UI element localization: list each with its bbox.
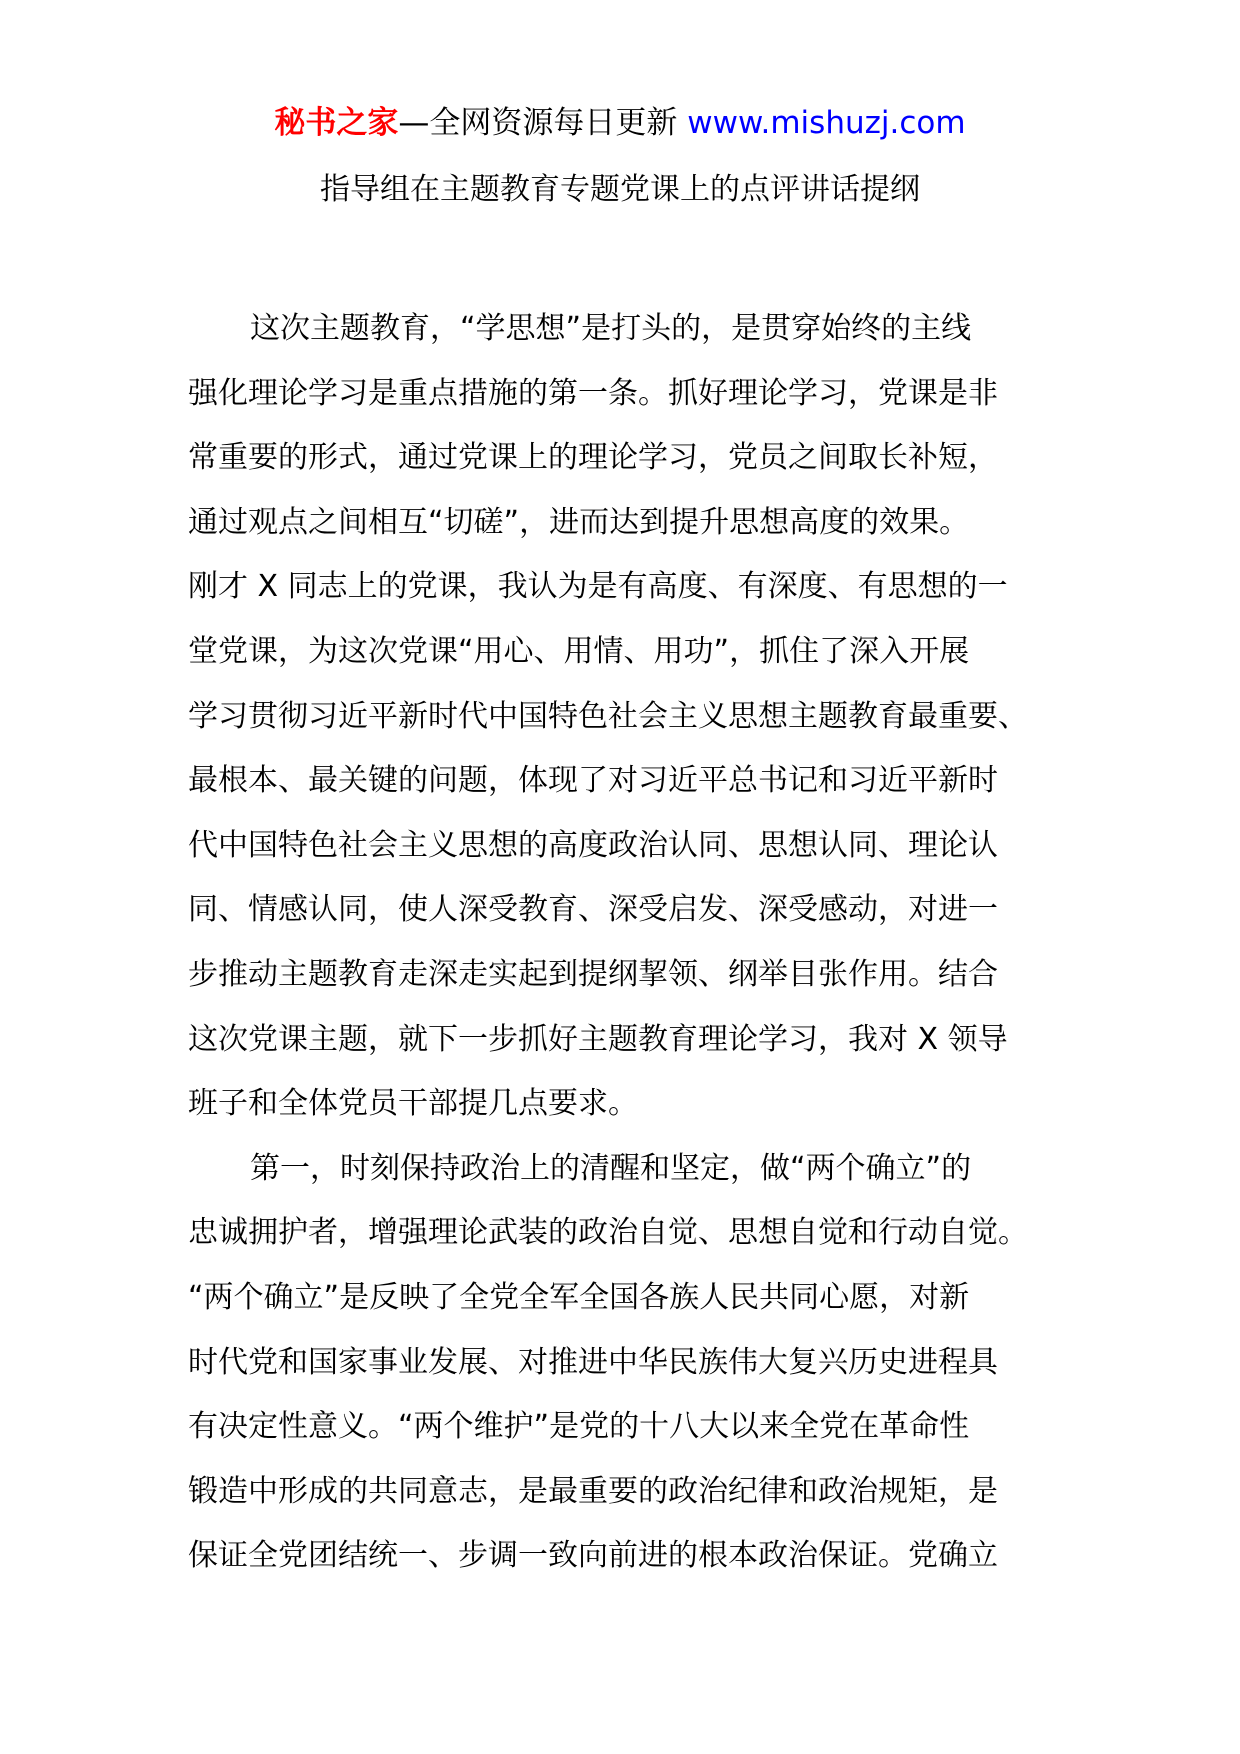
text-line: 第一，时刻保持政治上的清醒和坚定，做“两个确立”的 xyxy=(250,1150,972,1186)
text-line: 学习贯彻习近平新时代中国特色社会主义思想主题教育最重要、 xyxy=(188,698,1028,734)
site-header xyxy=(0,101,1240,145)
text-line: 有决定性意义。“两个维护”是党的十八大以来全党在革命性 xyxy=(188,1409,970,1445)
text-line: “两个确立”是反映了全党全军全国各族人民共同心愿，对新 xyxy=(188,1279,970,1315)
site-url: www.mishuzj.com xyxy=(687,105,966,141)
text-line: 这次主题教育，“学思想”是打头的，是贯穿始终的主线 xyxy=(250,311,972,346)
text-line: 班子和全体党员干部提几点要求。 xyxy=(188,1086,638,1122)
text-line: 强化理论学习是重点措施的第一条。抓好理论学习，党课是非 xyxy=(188,375,998,411)
text-line: 忠诚拥护者，增强理论武装的政治自觉、思想自觉和行动自觉。 xyxy=(188,1215,1028,1251)
site-brand: 秘书之家 xyxy=(274,105,399,141)
text-line: 常重要的形式，通过党课上的理论学习，党员之间取长补短， xyxy=(188,440,998,476)
site-tagline: —全网资源每日更新 xyxy=(398,105,688,141)
text-line: 步推动主题教育走深走实起到提纲挈领、纲举目张作用。结合 xyxy=(188,956,998,992)
text-line: 刚才 X 同志上的党课，我认为是有高度、有深度、有思想的一 xyxy=(188,569,1008,605)
document-body xyxy=(188,297,1068,1589)
text-line: 这次党课主题，就下一步抓好主题教育理论学习，我对 X 领导 xyxy=(188,1021,1008,1057)
text-line: 时代党和国家事业发展、对推进中华民族伟大复兴历史进程具 xyxy=(188,1344,998,1380)
text-line: 最根本、最关键的问题，体现了对习近平总书记和习近平新时 xyxy=(188,763,998,799)
text-line: 保证全党团结统一、步调一致向前进的根本政治保证。党确立 xyxy=(188,1538,998,1574)
text-line: 同、情感认同，使人深受教育、深受启发、深受感动，对进一 xyxy=(188,892,998,928)
document-title: 指导组在主题教育专题党课上的点评讲话提纲 xyxy=(320,172,920,207)
text-line: 代中国特色社会主义思想的高度政治认同、思想认同、理论认 xyxy=(188,827,998,863)
text-line: 锻造中形成的共同意志，是最重要的政治纪律和政治规矩，是 xyxy=(188,1473,998,1509)
text-line: 堂党课，为这次党课“用心、用情、用功”，抓住了深入开展 xyxy=(188,633,970,669)
text-line: 通过观点之间相互“切磋”，进而达到提升思想高度的效果。 xyxy=(188,504,970,540)
